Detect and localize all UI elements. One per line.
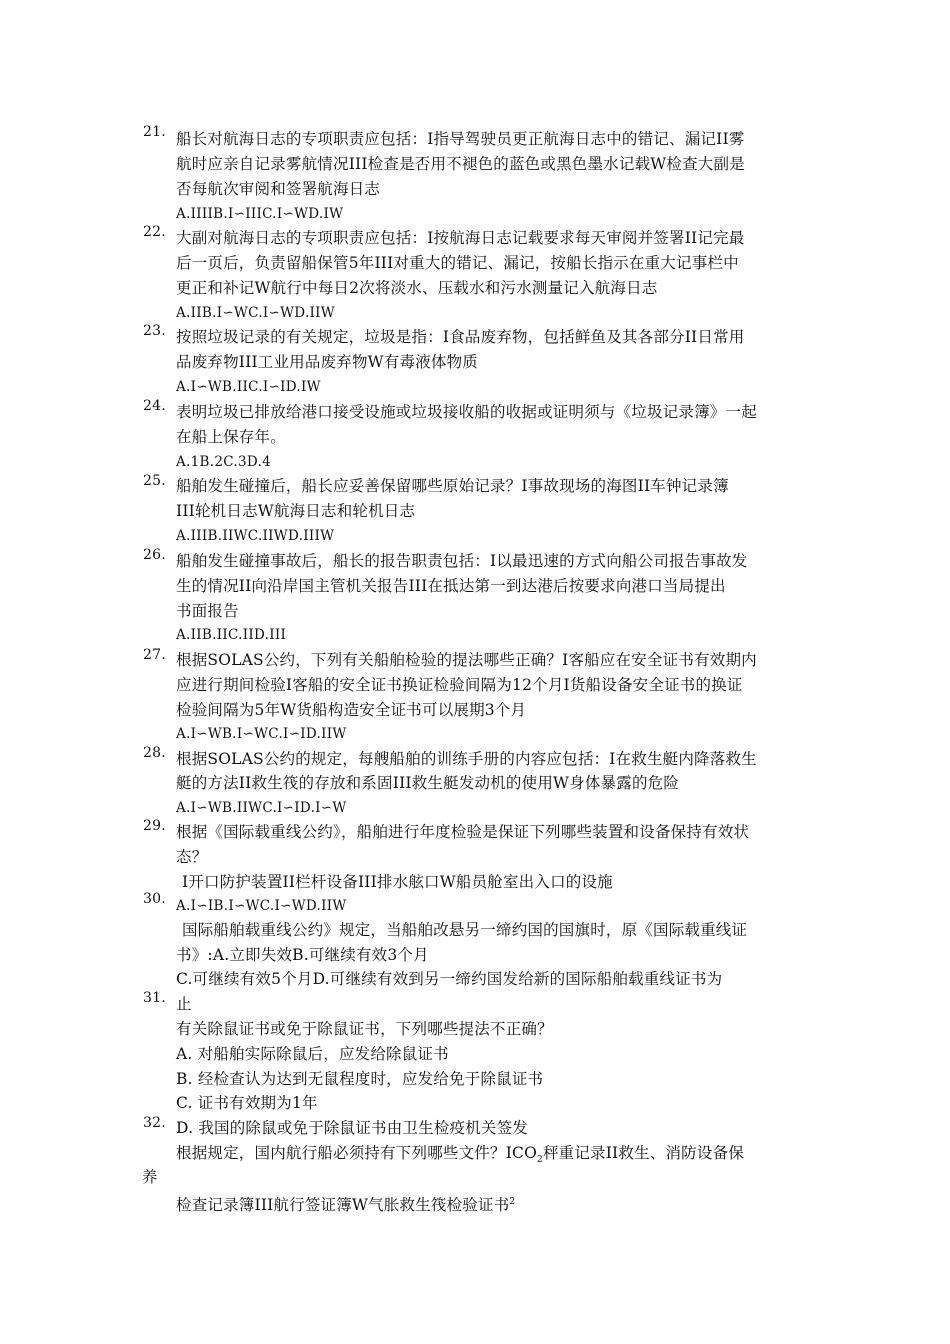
- question-text-line: 有关除鼠证书或免于除鼠证书，下列哪些提法不正确？: [176, 1020, 553, 1038]
- question-number: 32.: [143, 1115, 166, 1131]
- answer-options: A.IIIIB.I∽IIIC.I∽WD.IW: [176, 206, 344, 222]
- question-text-part: 秤重记录II救生、消防设备保: [542, 1144, 744, 1162]
- question-text-line: 应进行期间检验I客船的安全证书换证检验间隔为12个月I货船设备安全证书的换证: [176, 676, 743, 694]
- question-text-line: 后一页后，负责留船保管5年III对重大的错记、漏记，按船长指示在重大记事栏中: [176, 254, 739, 272]
- question-number: 31.: [143, 990, 166, 1006]
- question-text-part: 检查记录簿III航行签证簿W气胀救生筏检验证书: [176, 1196, 510, 1215]
- question-text-line: 按照垃圾记录的有关规定，垃圾是指：I食品废弃物，包括鲜鱼及其各部分II日常用: [176, 328, 745, 346]
- answer-option-b: B. 经检查认为达到无鼠程度时，应发给免于除鼠证书: [176, 1070, 544, 1088]
- answer-option-c: C. 证书有效期为1年: [176, 1094, 318, 1112]
- question-number: 28.: [143, 745, 166, 761]
- question-text-line: 检验间隔为5年W货船构造安全证书可以展期3个月: [176, 701, 527, 719]
- question-text-line: 止: [176, 995, 192, 1013]
- answer-options: A.IIIB.IIWC.IIWD.IIIW: [176, 528, 335, 544]
- question-text-line: 大副对航海日志的专项职责应包括：I按航海日志记载要求每天审阅并签署II记完最: [176, 229, 745, 247]
- question-text-line: 根据SOLAS公约的规定，每艘船舶的训练手册的内容应包括：I在救生艇内降落救生: [176, 750, 757, 768]
- question-text-line: C.可继续有效5个月D.可继续有效到另一缔约国发给新的国际船舶载重线证书为: [176, 970, 723, 988]
- answer-option-d: D. 我国的除鼠或免于除鼠证书由卫生检疫机关签发: [176, 1119, 529, 1137]
- question-text-line: 根据《国际载重线公约》，船舶进行年度检验是保证下列哪些装置和设备保持有效状: [176, 823, 750, 841]
- subscript: 2: [537, 1155, 543, 1166]
- question-text-line: 船长对航海日志的专项职责应包括：I指导驾驶员更正航海日志中的错记、漏记II雾: [176, 130, 745, 148]
- question-number: 25.: [143, 473, 166, 489]
- answer-options: A.I∽WB.I∽WC.I∽ID.IIW: [176, 726, 347, 742]
- question-text-line: [176, 1191, 515, 1216]
- answer-options: A.IIB.I∽WC.I∽WD.IIW: [176, 305, 335, 321]
- question-text-line: 艇的方法II救生筏的存放和系固III救生艇发动机的使用W身体暴露的危险: [176, 774, 680, 792]
- question-number: 29.: [143, 818, 166, 834]
- question-number: 21.: [143, 124, 166, 140]
- question-number: 22.: [143, 224, 166, 240]
- answer-options: A.I∽WB.IIC.I∽ID.IW: [176, 379, 321, 395]
- question-text-line: 态？: [176, 848, 208, 866]
- superscript: 2: [509, 1197, 516, 1207]
- answer-options: A.I∽WB.IIWC.I∽ID.I∽W: [176, 800, 347, 816]
- question-text-line: 船舶发生碰撞事故后，船长的报告职责包括：I以最迅速的方式向船公司报告事故发: [176, 552, 748, 570]
- question-text-line: 书》:A.立即失效B.可继续有效3个月: [176, 946, 429, 964]
- question-text-line: 在船上保存年。: [176, 428, 286, 446]
- answer-options: A.1B.2C.3D.4: [176, 454, 271, 470]
- question-text-part: 根据规定，国内航行船必须持有下列哪些文件？ICO: [176, 1144, 537, 1162]
- question-text-line: 航时应亲自记录雾航情况III检查是否用不褪色的蓝色或黑色墨水记载W检查大副是: [176, 155, 745, 173]
- question-number: 24.: [143, 398, 166, 414]
- question-number: 23.: [143, 323, 166, 339]
- question-text-line: 船舶发生碰撞后，船长应妥善保留哪些原始记录？I事故现场的海图II车钟记录簿: [176, 477, 729, 495]
- question-text-line: 品废弃物III工业用品废弃物W有毒液体物质: [176, 353, 479, 371]
- question-text-line: [176, 1142, 744, 1171]
- answer-options: A.I∽IB.I∽WC.I∽WD.IIW: [176, 898, 347, 914]
- question-text-line: I开口防护装置II栏杆设备III排水舷口W船员舱室出入口的设施: [182, 873, 613, 891]
- question-text-line: 养: [142, 1168, 158, 1186]
- question-text-line: 表明垃圾已排放给港口接受设施或垃圾接收船的收据或证明须与《垃圾记录簿》一起: [176, 403, 757, 421]
- answer-option-a: A. 对船舶实际除鼠后，应发给除鼠证书: [176, 1045, 449, 1063]
- question-number: 30.: [143, 891, 166, 907]
- question-text-line: 生的情况II向沿岸国主管机关报告III在抵达第一到达港后按要求向港口当局提出: [176, 577, 726, 595]
- question-text-line: 否每航次审阅和签署航海日志: [176, 180, 381, 198]
- question-number: 27.: [143, 647, 166, 663]
- question-text-line: 书面报告: [176, 602, 239, 620]
- question-text-line: III轮机日志W航海日志和轮机日志: [176, 502, 416, 520]
- question-text-line: 更正和补记W航行中每日2次将淡水、压载水和污水测量记入航海日志: [176, 279, 658, 297]
- question-text-line: 根据SOLAS公约，下列有关船舶检验的提法哪些正确？I客船应在安全证书有效期内: [176, 651, 757, 669]
- answer-options: A.IIB.IIC.IID.III: [176, 627, 287, 643]
- question-number: 26.: [143, 547, 166, 563]
- question-text-line: 国际船舶载重线公约》规定，当船舶改悬另一缔约国的国旗时，原《国际载重线证: [182, 921, 748, 939]
